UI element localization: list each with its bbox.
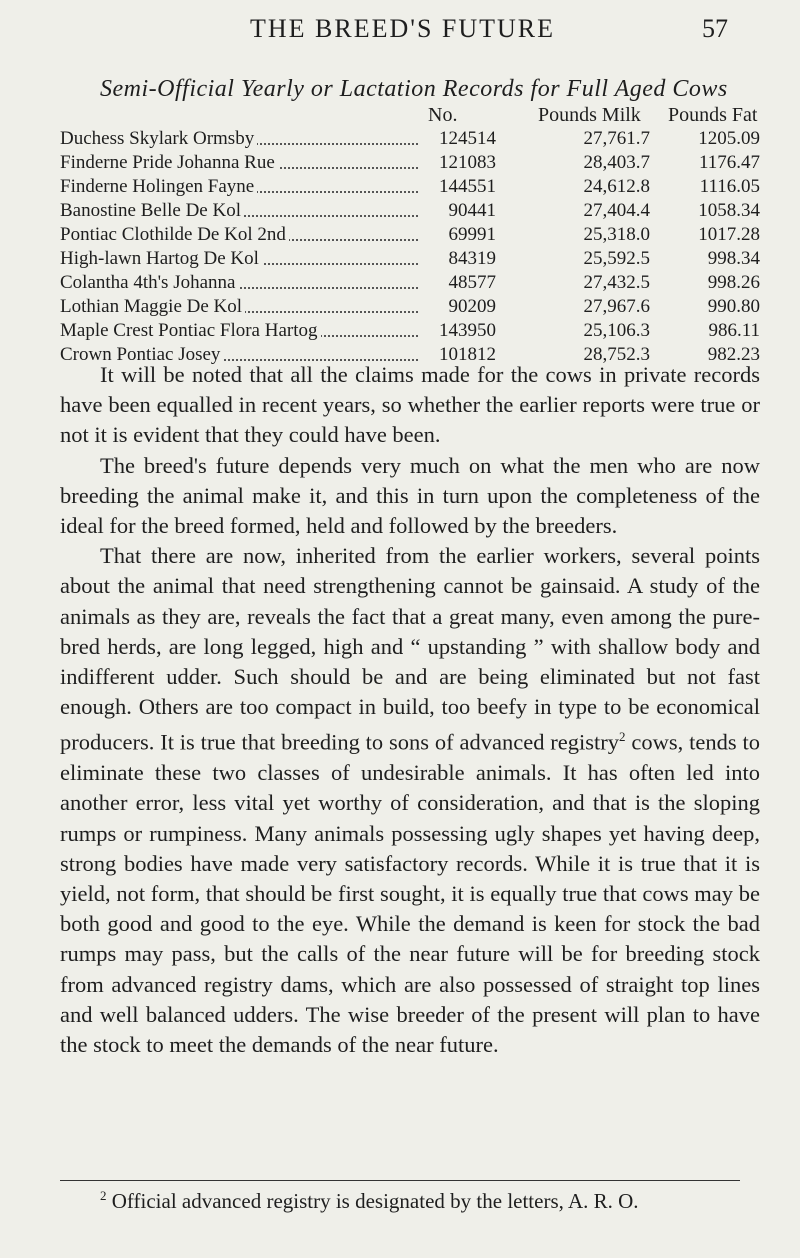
registry-number: 90441 <box>420 200 496 222</box>
footnote-marker: 2 <box>100 1188 107 1203</box>
pounds-fat: 1058.34 <box>698 200 760 221</box>
pounds-fat: 998.26 <box>707 272 760 293</box>
pounds-milk: 25,106.3 <box>583 320 650 341</box>
cow-name: Maple Crest Pontiac Flora Hartog <box>60 320 321 341</box>
footnote-reference: 2 <box>619 729 626 745</box>
pounds-milk: 25,592.5 <box>583 248 650 269</box>
registry-number: 144551 <box>420 176 496 198</box>
registry-number: 124514 <box>420 128 496 150</box>
registry-number: 101812 <box>420 344 496 366</box>
running-head <box>0 14 800 54</box>
registry-number: 69991 <box>420 224 496 246</box>
table-row <box>0 248 800 272</box>
registry-number: 84319 <box>420 248 496 270</box>
table-row <box>0 152 800 176</box>
pounds-fat: 990.80 <box>707 296 760 317</box>
body-text <box>60 360 760 1060</box>
pounds-fat: 1176.47 <box>698 152 760 173</box>
table-row <box>0 128 800 152</box>
pounds-milk: 27,967.6 <box>583 296 650 317</box>
pounds-milk: 28,403.7 <box>583 152 650 173</box>
running-title: THE BREED'S FUTURE <box>250 14 556 43</box>
pounds-fat: 1116.05 <box>699 176 760 197</box>
paragraph-3-part-1: That there are now, inherited from the earlier workers, several points about the animal that need strengthening cannot be gainsaid. A study of the animals as they are, reveals the fact that a great many, even among the pure-bred herds, are long legged, high and “ upstanding ” with shallow body and indifferent udder. Such should be and are being eliminated but not fast enough. Others are too compact in build, too beefy in type to be economical producers. It is true that breeding to sons of advanced registry <box>60 543 760 755</box>
cow-name: Crown Pontiac Josey <box>60 344 223 365</box>
cow-name: Finderne Holingen Fayne <box>60 176 257 197</box>
pounds-milk: 27,761.7 <box>583 128 650 149</box>
pounds-fat: 982.23 <box>707 344 760 365</box>
table-row <box>0 296 800 320</box>
pounds-fat: 998.34 <box>707 248 760 269</box>
registry-number: 121083 <box>420 152 496 174</box>
registry-number: 48577 <box>420 272 496 294</box>
page-number: 57 <box>702 14 728 43</box>
cow-name: Duchess Skylark Ormsby <box>60 128 257 149</box>
column-header-no: No. <box>428 104 458 126</box>
paragraph-1: It will be noted that all the claims made for the cows in private records have been equalled in recent years, so whether the earlier reports were true or not it is evident that they could have been. <box>60 362 760 448</box>
cow-name: Colantha 4th's Johanna <box>60 272 238 293</box>
cow-name: Finderne Pride Johanna Rue <box>60 152 278 173</box>
cow-name: High-lawn Hartog De Kol <box>60 248 262 269</box>
paragraph-3 <box>60 541 760 1060</box>
registry-number: 90209 <box>420 296 496 318</box>
cow-name: Lothian Maggie De Kol <box>60 296 245 317</box>
pounds-milk: 25,318.0 <box>583 224 650 245</box>
table-row <box>0 272 800 296</box>
table-row <box>0 200 800 224</box>
column-header-milk: Pounds Milk <box>538 104 641 126</box>
pounds-milk: 24,612.8 <box>583 176 650 197</box>
section-heading: Semi-Official Yearly or Lactation Records for Full Aged Cows <box>100 76 728 102</box>
footnote-divider <box>60 1180 740 1181</box>
table-row <box>0 224 800 248</box>
table-row <box>0 176 800 200</box>
pounds-fat: 1017.28 <box>698 224 760 245</box>
pounds-fat: 1205.09 <box>698 128 760 149</box>
pounds-milk: 27,432.5 <box>583 272 650 293</box>
cow-name: Pontiac Clothilde De Kol 2nd <box>60 224 289 245</box>
pounds-milk: 28,752.3 <box>583 344 650 365</box>
column-header-fat: Pounds Fat <box>668 104 758 126</box>
paragraph-2: The breed's future depends very much on what the men who are now breeding the animal make it, and this in turn upon the completeness of the ideal for the breed formed, held and followed by the breeders. <box>60 452 760 539</box>
cow-name: Banostine Belle De Kol <box>60 200 244 221</box>
registry-number: 143950 <box>420 320 496 342</box>
pounds-fat: 986.11 <box>708 320 760 341</box>
table-row <box>0 320 800 344</box>
pounds-milk: 27,404.4 <box>583 200 650 221</box>
footnote <box>100 1188 780 1214</box>
paragraph-3-part-2: cows, tends to eliminate these two classes of undesirable animals. It has often led into another error, less vital yet worthy of consideration, and that is the sloping rumps or rumpiness. Many animals possessing ugly shapes yet having deep, strong bodies have made very satisfactory records. While it is true that it is yield, not form, that should be first sought, it is equally true that cows may be both good and good to the eye. While the demand is keen for stock the bad rumps may pass, but the calls of the near future will be for breeding stock from advanced registry dams, which are also possessed of straight top lines and well balanced udders. The wise breeder of the present will plan to have the stock to meet the demands of the near future. <box>60 729 760 1057</box>
footnote-text: Official advanced registry is designated by the letters, A. R. O. <box>106 1189 639 1213</box>
